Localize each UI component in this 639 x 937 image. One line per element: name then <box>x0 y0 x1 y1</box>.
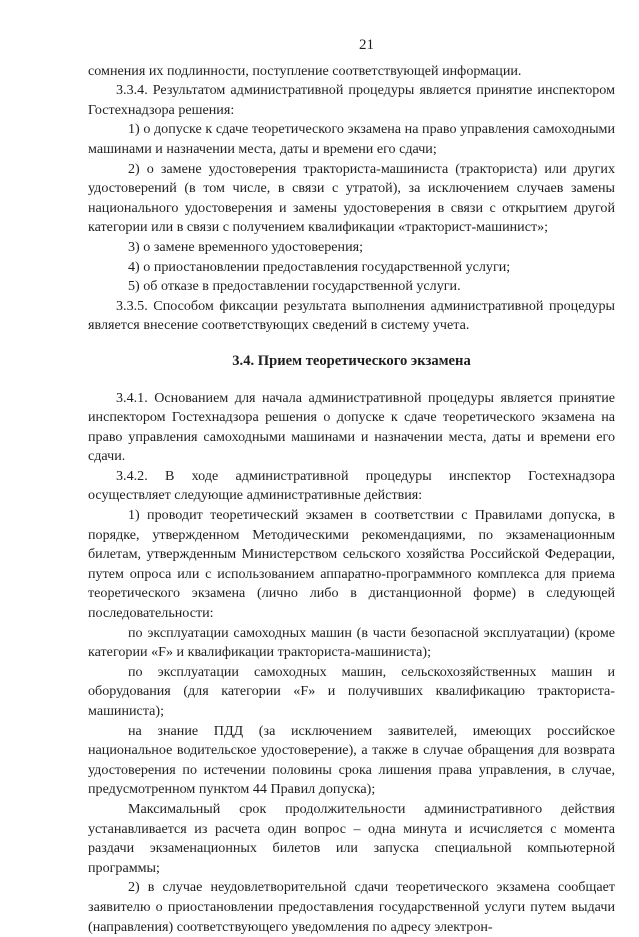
paragraph: 3.3.4. Результатом административной процедуры является принятие инспектором Гостехнадзора решения: <box>88 81 615 120</box>
text-block-bottom <box>88 389 615 937</box>
page-number: 21 <box>88 36 615 56</box>
paragraph: на знание ПДД (за исключением заявителей, имеющих российское национальное водительское удостоверение), а также в случае обращения для возврата удостоверения по истечении половины срока лишения права управления, в случае, предусмотренном пунктом 44 Правил допуска); <box>88 722 615 800</box>
paragraph: 3.3.5. Способом фиксации результата выполнения административной процедуры является внесение соответствующих сведений в систему учета. <box>88 297 615 336</box>
paragraph: 1) о допуске к сдаче теоретического экзамена на право управления самоходными машинами и назначении места, даты и времени его сдачи; <box>88 120 615 159</box>
section-heading: 3.4. Прием теоретического экзамена <box>88 352 615 372</box>
paragraph: по эксплуатации самоходных машин (в части безопасной эксплуатации) (кроме категории «F» и квалификации тракториста-машиниста); <box>88 624 615 663</box>
paragraph: 3.4.1. Основанием для начала административной процедуры является принятие инспектором Гостехнадзора решения о допуске к сдаче теоретического экзамена на право управления самоходными машинами и назначении места, даты и времени его сдачи. <box>88 389 615 467</box>
paragraph: Максимальный срок продолжительности административного действия устанавливается из расчета один вопрос – одна минута и исчисляется с момента раздачи экзаменационных билетов или запуска специальной компьютерной программы; <box>88 800 615 878</box>
paragraph: 2) о замене удостоверения тракториста-машиниста (тракториста) или других удостоверений (в том числе, в связи с утратой), за исключением случаев замены национального удостоверения и замены удостоверения в связи с открытием другой категории или в связи с получением квалификации «тракторист-машинист»; <box>88 160 615 238</box>
paragraph: 5) об отказе в предоставлении государственной услуги. <box>88 277 615 297</box>
paragraph: 3) о замене временного удостоверения; <box>88 238 615 258</box>
paragraph: по эксплуатации самоходных машин, сельскохозяйственных машин и оборудования (для категории «F» и получивших квалификацию тракториста-машиниста); <box>88 663 615 722</box>
paragraph: 2) в случае неудовлетворительной сдачи теоретического экзамена сообщает заявителю о приостановлении предоставления государственной услуги путем выдачи (направления) соответствующего уведомления по адресу электрон- <box>88 878 615 937</box>
paragraph: сомнения их подлинности, поступление соответствующей информации. <box>88 62 615 82</box>
paragraph: 4) о приостановлении предоставления государственной услуги; <box>88 258 615 278</box>
paragraph: 1) проводит теоретический экзамен в соответствии с Правилами допуска, в порядке, утвержденном Методическими рекомендациями, по экзаменационным билетам, утвержденным Министерством сельского хозяйства Российской Федерации, путем опроса или с использованием аппаратно-программного комплекса для приема теоретического экзамена (лично либо в дистанционной форме) в следующей последовательности: <box>88 506 615 624</box>
paragraph: 3.4.2. В ходе административной процедуры инспектор Гостехнадзора осуществляет следующие административные действия: <box>88 467 615 506</box>
text-block-top <box>88 62 615 336</box>
